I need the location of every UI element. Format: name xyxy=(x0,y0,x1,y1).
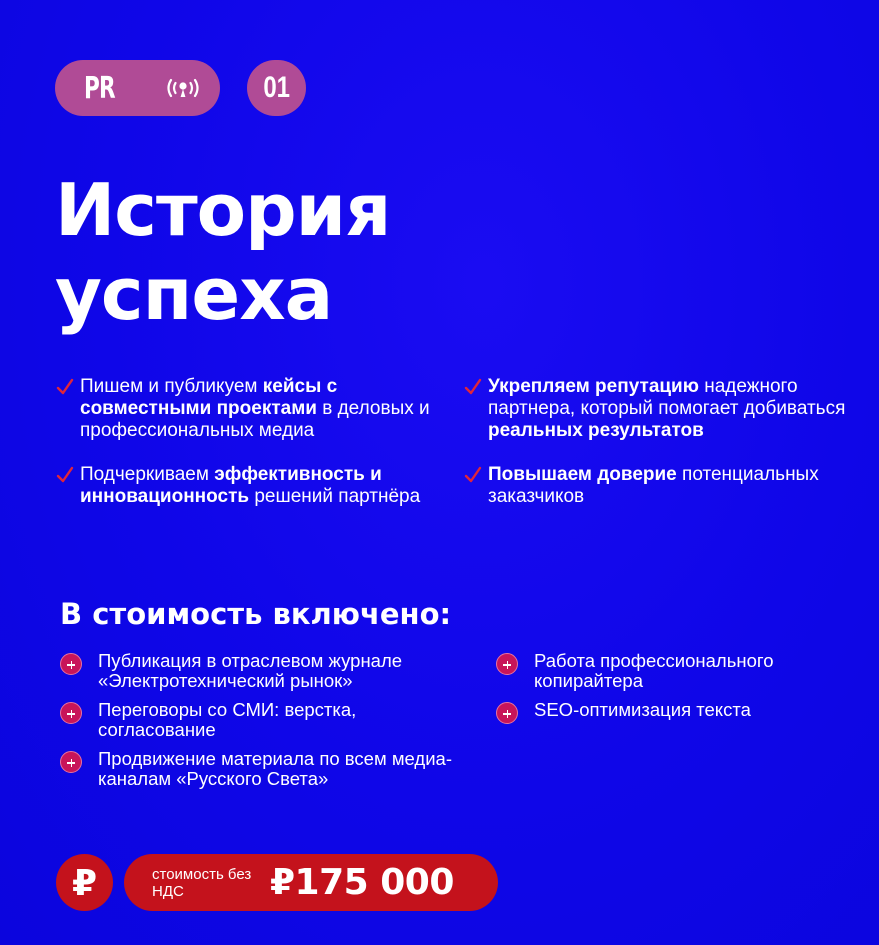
included-column-right xyxy=(494,651,854,729)
broadcast-icon xyxy=(166,77,200,99)
included-item: Переговоры со СМИ: верстка, согласование xyxy=(58,700,478,740)
check-icon xyxy=(464,466,482,484)
included-item: Публикация в отраслевом журнале «Электротехнический рынок» xyxy=(58,651,478,691)
title-line-2: успеха xyxy=(55,252,333,336)
number-label: 01 xyxy=(263,71,290,104)
benefit-item: Повышаем доверие потенциальных заказчиков xyxy=(464,464,864,508)
title-line-1: История xyxy=(55,168,391,252)
included-item: Работа профессионального копирайтера xyxy=(494,651,854,691)
price-value: ₽175 000 xyxy=(270,862,454,903)
included-column-left xyxy=(58,651,478,798)
included-item: Продвижение материала по всем медиа-каналам «Русского Света» xyxy=(58,749,478,789)
page-title xyxy=(55,168,390,336)
plus-icon xyxy=(496,653,518,675)
benefits-column-right xyxy=(464,376,864,530)
plus-icon xyxy=(496,702,518,724)
number-badge xyxy=(247,60,306,116)
check-icon xyxy=(56,378,74,396)
plus-icon xyxy=(60,751,82,773)
ruble-icon: ₽ xyxy=(56,854,113,911)
plus-icon xyxy=(60,653,82,675)
benefit-item: Пишем и публикуем кейсы с совместными проектами в деловых и профессиональных медиа xyxy=(56,376,446,442)
price-label: стоимость без НДС xyxy=(152,865,252,900)
price-badge xyxy=(124,854,498,911)
included-title: В стоимость включено: xyxy=(60,597,452,631)
category-label: PR xyxy=(84,70,115,106)
check-icon xyxy=(56,466,74,484)
benefit-item: Подчеркиваем эффективность и инновационность решений партнёра xyxy=(56,464,446,508)
category-badge xyxy=(55,60,220,116)
included-item: SEO-оптимизация текста xyxy=(494,700,854,720)
check-icon xyxy=(464,378,482,396)
benefits-column-left xyxy=(56,376,446,530)
plus-icon xyxy=(60,702,82,724)
benefit-item: Укрепляем репутацию надежного партнера, который помогает добиваться реальных результатов xyxy=(464,376,864,442)
